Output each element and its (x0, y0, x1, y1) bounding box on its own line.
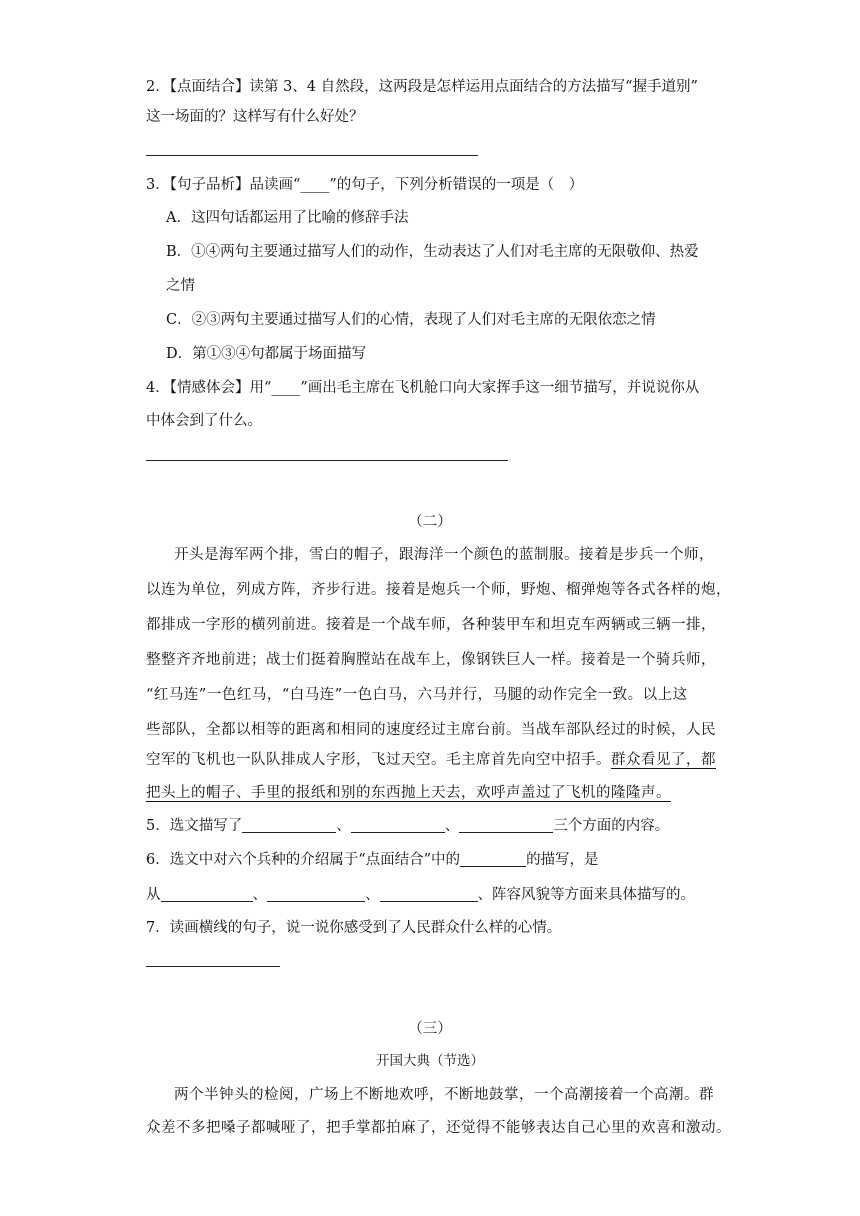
section-3-heading: （三） (408, 1021, 452, 1037)
q6-blank-4[interactable] (380, 885, 478, 902)
q3-option-a[interactable]: A．这四句话都运用了比喻的修辞手法 (166, 210, 409, 226)
passage-2-line-5: “红马连”一色红马，“白马连”一色白马，六马并行，马腿的动作完全一致。以上这 (146, 687, 688, 703)
question-5 (146, 816, 669, 836)
q6-line1-post: 的描写，是 (526, 852, 599, 868)
q3-stem-pre: 3．【句子品析】品读画“ (146, 177, 301, 193)
q5-post: 三个方面的内容。 (553, 818, 670, 834)
q5-blank-2[interactable] (351, 816, 445, 833)
q6-blank-3[interactable] (267, 885, 365, 902)
question-2-line-2: 这一场面的？这样写有什么好处？ (146, 109, 364, 125)
q5-sep-2: 、 (444, 818, 460, 834)
q3-option-c[interactable]: C．②③两句主要通过描写人们的心情，表现了人们对毛主席的无限依恋之情 (166, 312, 656, 328)
q5-blank-1[interactable] (242, 816, 336, 833)
question-6-line-2 (146, 885, 695, 905)
underlined-sentence-part-2: 把头上的帽子、手里的报纸和别的东西抛上天去，欢呼声盖过了飞机的隆隆声。 (146, 785, 671, 801)
passage-2-line-2: 以连为单位，列成方阵，齐步行进。接着是炮兵一个师，野炮、榴弹炮等各式各样的炮， (146, 582, 731, 598)
passage-2-line-1: 开头是海军两个排，雪白的帽子，跟海洋一个颜色的蓝制服。接着是步兵一个师， (174, 547, 714, 563)
q3-stem-blank: ____ (300, 177, 330, 193)
q6-line2-pre: 从 (146, 887, 161, 903)
q3-option-b[interactable]: B．①④两句主要通过描写人们的动作，生动表达了人们对毛主席的无限敬仰、热爱 (166, 244, 699, 260)
section-2-heading: （二） (408, 514, 452, 530)
q6-line1-pre: 6．选文中对六个兵种的介绍属于“点面结合”中的 (146, 852, 461, 868)
passage-2-line-7 (146, 750, 716, 770)
question-4-line-1 (146, 378, 699, 398)
q4-post: ”画出毛主席在飞机舱口向大家挥手这一细节描写，并说说你从 (300, 380, 700, 396)
q4-blank: ____ (271, 380, 301, 396)
q6-sep-1: 、 (252, 887, 267, 903)
question-2-line-1: 2．【点面结合】读第 3、4 自然段，这两段是怎样运用点面结合的方法描写“握手道别” (146, 79, 698, 95)
q5-sep-1: 、 (336, 818, 351, 834)
passage-2-line-7-plain: 空军的飞机也一队队排成人字形，飞过天空。毛主席首先向空中招手。 (146, 752, 611, 768)
q6-line2-post: 、阵容风貌等方面来具体描写的。 (477, 887, 695, 903)
passage-3-line-2: 众差不多把嗓子都喊哑了，把手掌都拍麻了，还觉得不能够表达自己心里的欢喜和激动。 (146, 1120, 731, 1136)
section-3-title: 开国大典（节选） (376, 1053, 484, 1069)
q5-blank-3[interactable] (459, 816, 553, 833)
answer-line-q4[interactable] (146, 460, 508, 461)
passage-3-line-1: 两个半钟头的检阅，广场上不断地欢呼，不断地鼓掌，一个高潮接着一个高潮。群 (174, 1087, 714, 1103)
q3-stem-post: ”的句子，下列分析错误的一项是（ ） (329, 177, 584, 193)
underlined-sentence-part-1: 群众看见了，都 (611, 752, 716, 768)
q6-blank-2[interactable] (161, 885, 253, 902)
q5-pre: 5．选文描写了 (146, 818, 243, 834)
passage-2-line-6: 些部队，全都以相等的距离和相同的速度经过主席台前。当战车部队经过的时候，人民 (146, 722, 716, 738)
question-3-stem (146, 175, 583, 195)
question-4-line-2: 中体会到了什么。 (146, 413, 262, 429)
q3-option-d[interactable]: D．第①③④句都属于场面描写 (166, 346, 367, 362)
question-6-line-1 (146, 850, 599, 870)
q4-pre: 4．【情感体会】用“ (146, 380, 272, 396)
answer-line-q2[interactable] (146, 155, 478, 156)
q3-option-b-cont: 之情 (166, 278, 195, 294)
answer-line-q7[interactable] (146, 966, 280, 967)
passage-2-line-4: 整整齐齐地前进；战士们挺着胸膛站在战车上，像钢铁巨人一样。接着是一个骑兵师， (146, 652, 716, 668)
question-7: 7．读画横线的句子，说一说你感受到了人民群众什么样的心情。 (146, 920, 562, 936)
q6-sep-2: 、 (365, 887, 380, 903)
passage-2-line-3: 都排成一字形的横列前进。接着是一个战车师，各种装甲车和坦克车两辆或三辆一排， (146, 617, 716, 633)
q6-blank-1[interactable] (460, 850, 526, 867)
